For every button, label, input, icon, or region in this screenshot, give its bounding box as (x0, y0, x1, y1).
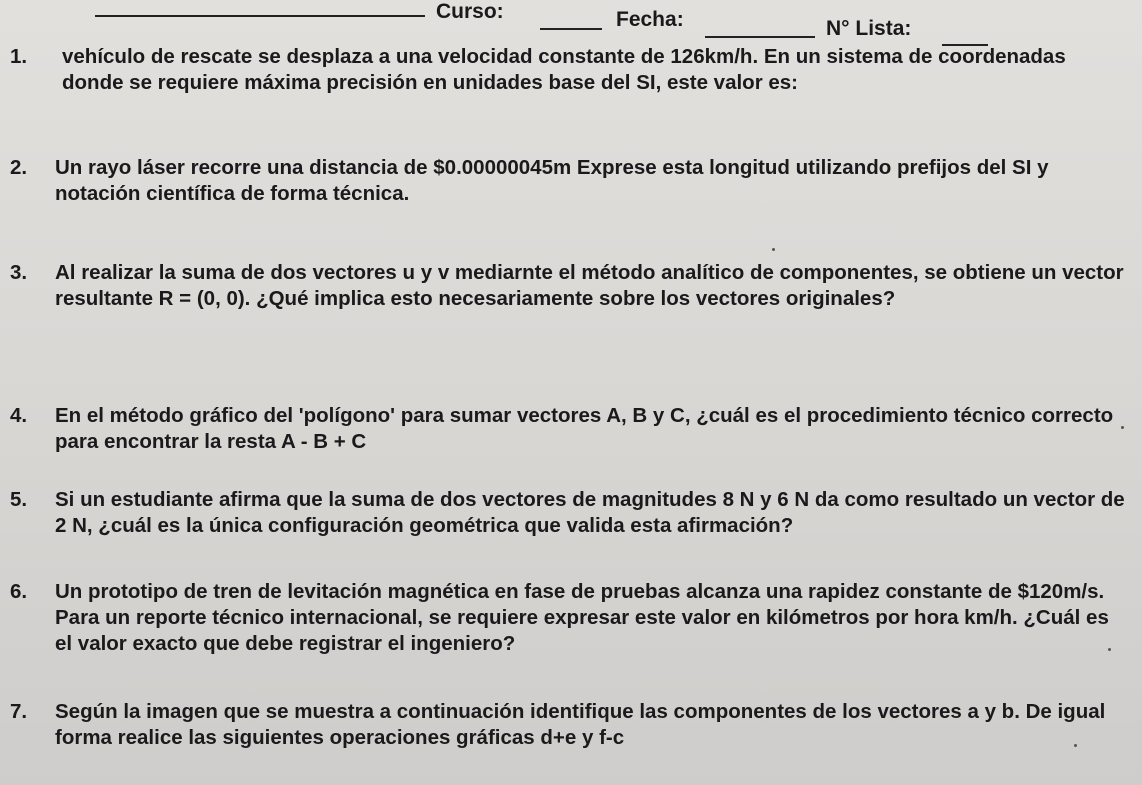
paper-speck (1074, 744, 1077, 747)
question-number: 3. (10, 261, 28, 284)
question-2 (10, 155, 1130, 207)
question-7 (10, 699, 1130, 751)
question-number: 4. (10, 404, 28, 427)
question-3 (10, 260, 1130, 312)
paper-speck (1108, 648, 1111, 651)
question-number: 2. (10, 156, 28, 179)
question-5 (10, 487, 1130, 539)
question-text: vehículo de rescate se desplaza a una velocidad constante de 126km/h. En un sistema de coordenadas donde se requiere máxima precisión en unidades base del SI, este valor es: (62, 45, 1066, 94)
curso-blank[interactable] (540, 28, 602, 30)
question-number: 5. (10, 488, 28, 511)
question-4 (10, 403, 1130, 455)
fecha-blank[interactable] (705, 36, 815, 38)
question-6 (10, 579, 1130, 657)
question-1 (10, 44, 1130, 96)
name-blank[interactable] (95, 15, 425, 17)
lista-label: N° Lista: (826, 17, 912, 40)
question-text: Si un estudiante afirma que la suma de dos vectores de magnitudes 8 N y 6 N da como resultado un vector de 2 N, ¿cuál es la única configuración geométrica que valida esta afirmación? (55, 488, 1125, 537)
question-text: Un prototipo de tren de levitación magnética en fase de pruebas alcanza una rapidez constante de $120m/s. Para un reporte técnico internacional, se requiere expresar este valor en kilómetros por hora km/h. ¿Cuál es el valor exacto que debe registrar el ingeniero? (55, 580, 1109, 655)
question-text: Un rayo láser recorre una distancia de $0.00000045m Exprese esta longitud utilizando prefijos del SI y notación científica de forma técnica. (55, 156, 1049, 205)
question-text: En el método gráfico del 'polígono' para sumar vectores A, B y C, ¿cuál es el procedimiento técnico correcto para encontrar la resta A - B + C (55, 404, 1114, 453)
paper-speck (1121, 426, 1124, 429)
question-text: Al realizar la suma de dos vectores u y v mediarnte el método analítico de componentes, se obtiene un vector resultante R = (0, 0). ¿Qué implica esto necesariamente sobre los vectores originales? (55, 261, 1124, 310)
curso-label: Curso: (436, 0, 504, 23)
question-number: 6. (10, 580, 28, 603)
fecha-label: Fecha: (616, 8, 684, 31)
question-number: 1. (10, 45, 28, 68)
question-text: Según la imagen que se muestra a continuación identifique las componentes de los vectores a y b. De igual forma realice las siguientes operaciones gráficas d+e y f-c (55, 700, 1106, 749)
question-number: 7. (10, 700, 28, 723)
paper-speck (772, 248, 775, 251)
